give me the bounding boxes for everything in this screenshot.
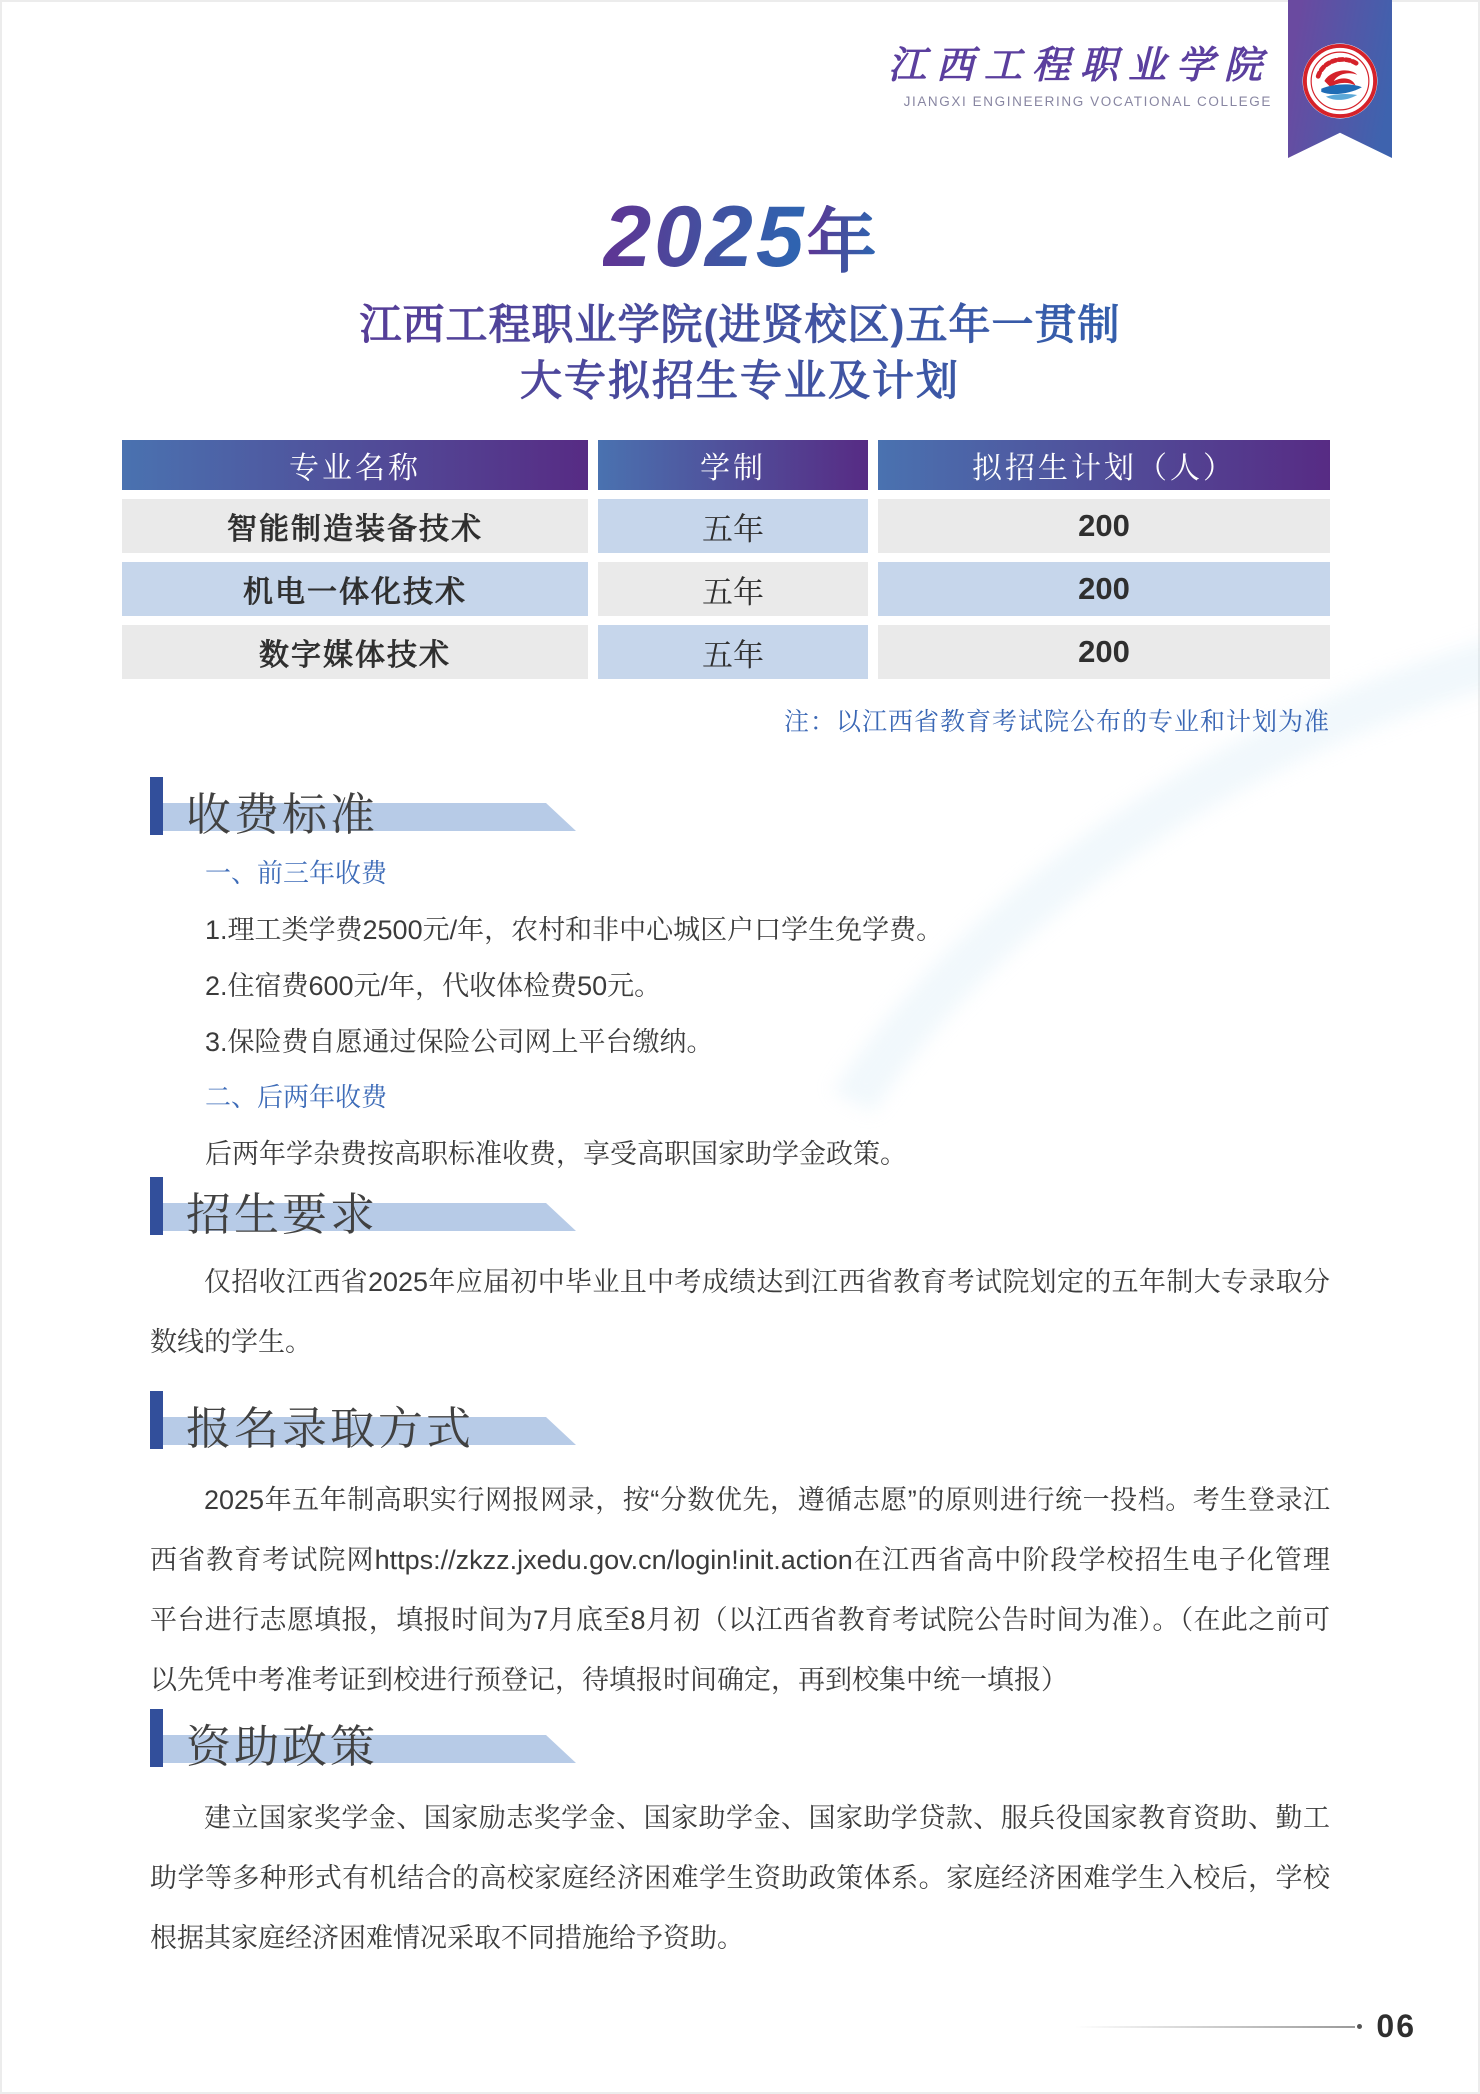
registration-text-after: 在江西省高中阶段学校招生电子化管理平台进行志愿填报，填报时间为7月底至8月初（以江西省教育考试院公告时间为准）。（在此之前可以先凭中考准考证到校进行预登记，待填报时间确定，再到校集中统一填报） [150,1545,1331,1695]
page-footer [1075,2008,1416,2045]
requirements-text: 仅招收江西省2025年应届初中毕业且中考成绩达到江西省教育考试院划定的五年制大专录取分数线的学生。 [150,1267,1330,1357]
section-funding [150,1708,850,1770]
year-number: 2025 [603,189,807,285]
table-header-plan: 拟招生计划（人） [878,440,1330,490]
section-requirements [150,1176,850,1238]
major-cell: 机电一体化技术 [122,562,588,616]
section-registration [150,1390,850,1452]
title-line2: 大专拟招生专业及计划 [150,348,1330,408]
table-header-major: 专业名称 [122,440,588,490]
section-accent-bar [150,1709,163,1767]
plan-cell: 200 [878,499,1330,553]
section-title: 报名录取方式 [186,1403,475,1454]
table-note: 注：以江西省教育考试院公布的专业和计划为准 [783,708,1330,736]
page-number: 06 [1376,2008,1416,2044]
plan-cell: 200 [878,562,1330,616]
header [888,44,1272,109]
registration-text-before: 2025年五年制高职实行网报网录，按“分数优先，遵循志愿”的原则进行统一投档。考生登录江西省教育考试院网 [150,1485,1330,1575]
table-header-duration: 学制 [598,440,868,490]
college-logo-icon [1301,42,1379,120]
section-title: 资助政策 [186,1721,379,1772]
majors-table [122,440,1330,679]
section-fees [150,776,850,838]
section-title: 收费标准 [186,789,379,840]
fee-subheading-1: 一、前三年收费 [205,858,388,888]
year-suffix: 年 [806,205,877,282]
page-number-dot [1357,2024,1362,2029]
fee-subheading-2: 二、后两年收费 [205,1082,388,1112]
fee-item: 1.理工类学费2500元/年，农村和非中心城区户口学生免学费。 [205,915,944,945]
admission-url[interactable]: https://zkzz.jxedu.gov.cn/login!init.action [374,1545,853,1575]
section-accent-bar [150,1177,163,1235]
duration-cell: 五年 [598,625,868,679]
registration-text [150,1470,1330,1710]
plan-cell: 200 [878,625,1330,679]
page-number-rule [1075,2026,1355,2028]
fee-item: 2.住宿费600元/年，代收体检费50元。 [205,971,662,1001]
title-line1: 江西工程职业学院(进贤校区)五年一贯制 [150,292,1330,352]
section-accent-bar [150,1391,163,1449]
ribbon-banner [1288,0,1392,158]
duration-cell: 五年 [598,499,868,553]
fee-text: 后两年学杂费按高职标准收费，享受高职国家助学金政策。 [205,1139,907,1169]
fee-item: 3.保险费自愿通过保险公司网上平台缴纳。 [205,1027,714,1057]
section-title: 招生要求 [186,1189,379,1240]
section-accent-bar [150,777,163,835]
major-cell: 智能制造装备技术 [122,499,588,553]
fees-content [205,858,1330,1194]
college-name: 江西工程职业学院 [887,45,1272,87]
year-title [150,186,1330,287]
duration-cell: 五年 [598,562,868,616]
funding-text: 建立国家奖学金、国家励志奖学金、国家助学金、国家助学贷款、服兵役国家教育资助、勤工助学等多种形式有机结合的高校家庭经济困难学生资助政策体系。家庭经济困难学生入校后，学校根据其家庭经济困难情况采取不同措施给予资助。 [150,1803,1330,1953]
major-cell: 数字媒体技术 [122,625,588,679]
college-name-en: JIANGXI ENGINEERING VOCATIONAL COLLEGE [903,94,1272,109]
